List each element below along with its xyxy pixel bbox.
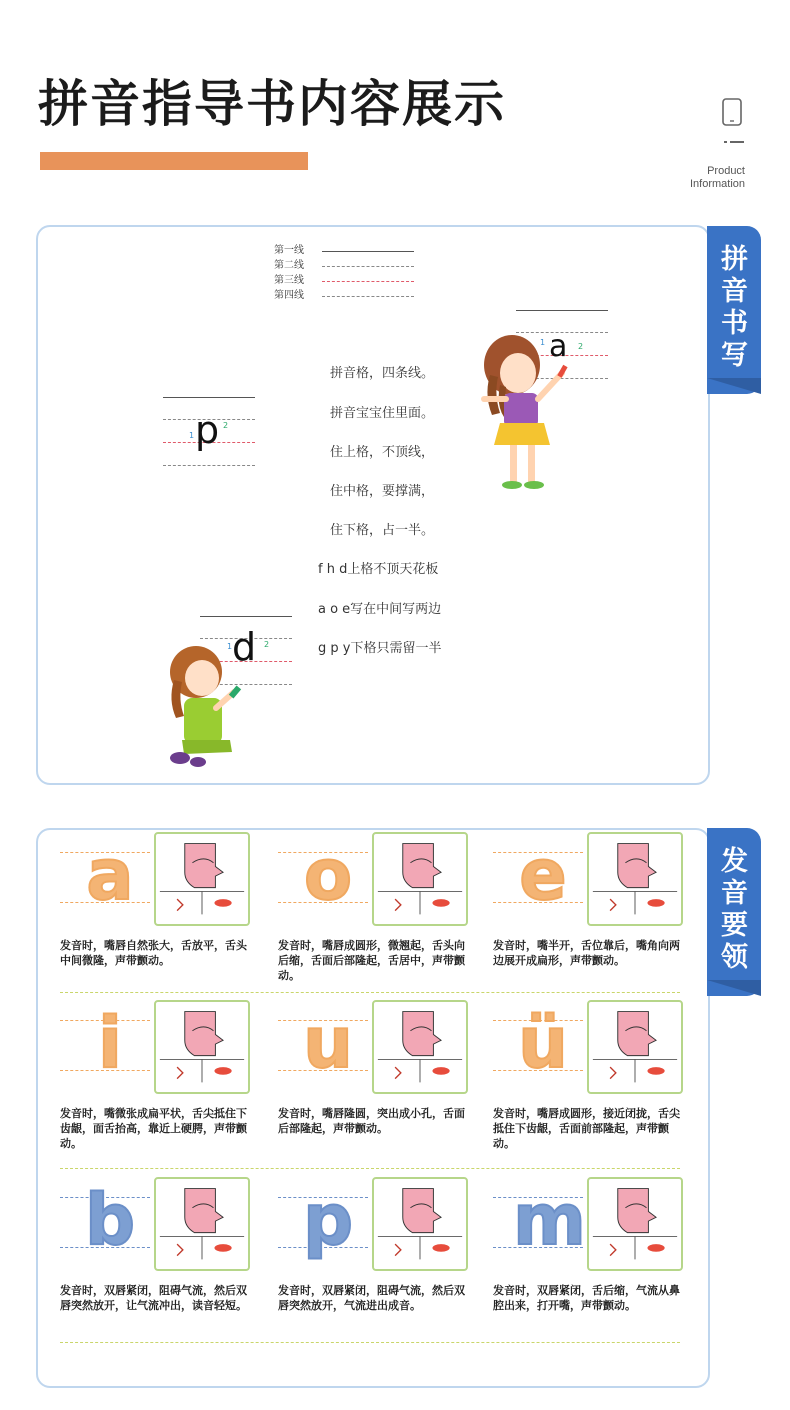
mouth-diagram [372,1000,468,1094]
pronunciation-letter: m [513,1179,586,1261]
pronunciation-letter: a [86,834,134,916]
legend-label: 第一线 [274,245,304,256]
pronunciation-description: 发音时，嘴唇成圆形，微翘起，舌头向后缩，舌面后部隆起，舌居中，声带颤动。 [278,939,465,982]
title-underline-bar [40,152,308,170]
mouth-profile-icon [374,1002,466,1092]
legend-line [322,266,414,267]
pronunciation-item [278,998,478,1163]
stroke-number: 2 [578,342,584,351]
mouth-diagram [587,1177,683,1271]
pronunciation-item [278,1175,478,1340]
example-letter-a: a [549,329,568,364]
pronunciation-description: 发音时，双唇紧闭，舌后缩，气流从鼻腔出来，打开嘴，声带颤动。 [493,1284,680,1312]
stroke-number: 1 [227,642,233,651]
pronunciation-item [60,1175,260,1340]
tab-pronunciation-fold [707,980,761,996]
pronunciation-grid [38,830,708,1386]
mouth-profile-icon [589,1002,681,1092]
mouth-profile-icon [156,1002,248,1092]
mouth-diagram [372,832,468,926]
pronunciation-description: 发音时，嘴唇自然张大，舌放平，舌头中间微隆，声带颤动。 [60,939,247,967]
mouth-diagram [587,1000,683,1094]
pronunciation-item [493,830,693,995]
product-information-label [650,165,745,191]
poem-line: 住下格，占一半。 [330,523,435,538]
product-label: Product [707,165,745,177]
poem-line: 拼音宝宝住里面。 [330,406,435,421]
pronunciation-letter: i [98,1002,122,1084]
legend-line [322,296,414,297]
pronunciation-letter: p [302,1179,354,1261]
stroke-number: 1 [189,431,195,440]
legend-label: 第三线 [274,275,304,286]
mouth-diagram [372,1177,468,1271]
pronunciation-letter: b [84,1179,136,1261]
example-letter-p: p [195,408,220,452]
legend-row-2 [274,259,424,275]
mouth-profile-icon [589,834,681,924]
legend-label: 第二线 [274,260,304,271]
legend-line [322,251,414,252]
writing-panel [36,225,710,785]
mouth-diagram [587,832,683,926]
mouth-diagram [154,832,250,926]
pronunciation-letter: e [519,834,567,916]
pronunciation-item [60,998,260,1163]
pronunciation-item [493,998,693,1163]
mouth-profile-icon [374,834,466,924]
pronunciation-panel [36,828,710,1388]
tablet-icon [722,98,742,126]
mouth-diagram [154,1000,250,1094]
tab-writing[interactable] [707,226,761,394]
girl-sitting-illustration [160,640,250,775]
row-divider [60,1342,680,1343]
poem-line: f h d上格不顶天花板 [318,562,439,577]
pronunciation-description: 发音时，双唇紧闭，阻碍气流，然后双唇突然放开，气流进出成音。 [278,1284,465,1312]
stroke-number: 1 [540,338,546,347]
pronunciation-item [60,830,260,995]
tab-pronunciation-label: 发音要领 [721,846,748,973]
information-label: Information [689,178,745,190]
pronunciation-item [493,1175,693,1340]
pronunciation-letter: ü [518,1002,568,1084]
tab-pronunciation[interactable] [707,828,761,996]
mouth-profile-icon [156,1179,248,1269]
girl-writing-illustration [470,325,580,495]
mouth-profile-icon [374,1179,466,1269]
example-letter-d: d [232,625,257,669]
mouth-diagram [154,1177,250,1271]
mouth-profile-icon [589,1179,681,1269]
tab-writing-fold [707,378,761,394]
pronunciation-letter: o [303,834,353,916]
pronunciation-description: 发音时，嘴唇成圆形，接近闭拢，舌尖抵住下齿龈，舌面前部隆起，声带颤动。 [493,1107,680,1150]
stroke-number: 2 [223,421,229,430]
poem-line: 住上格，不顶线， [330,445,435,460]
legend-label: 第四线 [274,290,304,301]
poem-line: g p y下格只需留一半 [318,641,442,656]
pronunciation-description: 发音时，双唇紧闭，阻碍气流，然后双唇突然放开，让气流冲出，读音轻短。 [60,1284,247,1312]
row-divider [60,1168,680,1169]
poem-line: a o e写在中间写两边 [318,602,442,617]
stroke-number: 2 [264,640,270,649]
page-title: 拼音指导书内容展示 [38,75,506,133]
tab-writing-label: 拼音书写 [721,244,748,371]
pronunciation-item [278,830,478,995]
pronunciation-description: 发音时，嘴半开，舌位靠后，嘴角向两边展开成扁形，声带颤动。 [493,939,680,967]
legend-row-3 [274,274,424,290]
pronunciation-description: 发音时，嘴微张成扁平状，舌尖抵住下齿龈，面舌抬高，靠近上硬腭，声带颤动。 [60,1107,247,1150]
poem-line: 拼音格，四条线。 [330,366,435,381]
row-divider [60,992,680,993]
legend-row-4 [274,289,424,305]
poem-line: 住中格，要撑满， [330,484,435,499]
legend-row-1 [274,244,424,260]
pronunciation-letter: u [303,1002,353,1084]
mouth-profile-icon [156,834,248,924]
four-line-grid-p [163,397,255,469]
legend-line [322,281,414,282]
dash-decoration [724,140,744,144]
pronunciation-description: 发音时，嘴唇隆圆，突出成小孔，舌面后部隆起，声带颤动。 [278,1107,465,1135]
